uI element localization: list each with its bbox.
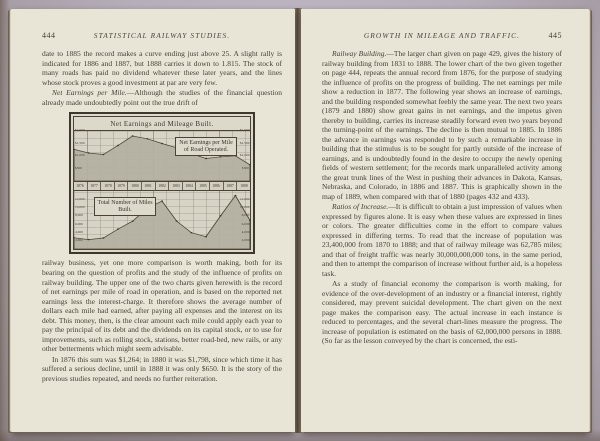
- chart-title: Net Earnings and Mileage Built.: [74, 117, 250, 131]
- x-axis-year-cell: 1879: [115, 182, 129, 190]
- x-axis-year-cell: 1884: [183, 182, 197, 190]
- miles-built-legend-box: Total Number of Miles Built.: [94, 197, 156, 216]
- y-axis-tick-label: 2,000: [75, 238, 83, 243]
- x-axis-year-cell: 1885: [196, 182, 210, 190]
- y-axis-tick-label: 10,000: [239, 205, 249, 210]
- x-axis-year-cell: 1883: [169, 182, 183, 190]
- right-running-head: GROWTH IN MILEAGE AND TRAFFIC.: [363, 31, 521, 40]
- x-axis-year-cell: 1877: [88, 182, 102, 190]
- paragraph-ratios-of-increase: [322, 202, 562, 278]
- right-text-column: [322, 49, 562, 346]
- y-axis-tick-label: 12,000: [239, 197, 249, 202]
- paragraph-lead-italic: Net Earnings per Mile.: [52, 88, 127, 98]
- y-axis-tick-label: $1,000: [239, 154, 249, 158]
- paragraph-after-chart: railway business, yet one more comparison is worth making, both for its bearing on the question of profits and the study of the influence of profits on railway building. The upper one of the two charts given herewith is the record of net earnings per mile of road in operation, and is based on the reported net earnings less the interest-charge. It therefore shows the average number of dollars each mile had earned, after paying all expenses and the interest on its debt. This money, then, is the clear amount each mile could apply each year to pay the principal of its debt and the dividends on its capital stock, or to use for improvements, such as rolling stock, stations, better road-bed, new rails, or any other betterments which might seem advisable.: [42, 258, 282, 354]
- paragraph-net-earnings: [42, 88, 282, 107]
- right-folio: 445: [548, 31, 562, 40]
- chart-figure: [69, 112, 255, 254]
- x-axis-year-cell: 1878: [101, 182, 115, 190]
- y-axis-tick-label: $1,500: [239, 141, 249, 146]
- paragraph-lead-rest: —Although the studies of the financial question already made undoubtedly point out the true drift of: [42, 88, 283, 107]
- paragraph-railway-building: [322, 49, 562, 201]
- y-axis-tick-label: $2,000: [239, 129, 249, 133]
- y-axis-tick-label: 12,000: [75, 197, 85, 202]
- x-axis-year-cell: 1880: [128, 182, 142, 190]
- y-axis-tick-label: $2,000: [75, 129, 85, 133]
- paragraph-sums: In 1876 this sum was $1,264; in 1880 it was $1,798, since which time it has suffered a serious decline, until in 1888 it was only $650. It is the story of the previous studies repeated, and needs no further reiteration.: [42, 354, 282, 383]
- left-page-header: [42, 31, 282, 40]
- y-axis-tick-label: 6,000: [75, 222, 83, 226]
- x-axis-year-cell: 1876: [74, 182, 88, 190]
- paragraph-lead-italic: Ratios of Increase.: [332, 202, 389, 212]
- y-axis-tick-label: $500: [242, 166, 249, 171]
- x-axis-year-cell: 1888: [239, 184, 248, 188]
- y-axis-tick-label: $500: [75, 166, 82, 171]
- x-axis-year-cell: 1886: [210, 182, 224, 190]
- left-running-head: STATISTICAL RAILWAY STUDIES.: [93, 31, 231, 40]
- y-axis-tick-label: 4,000: [241, 230, 249, 235]
- paragraph-financial-economy: As a study of financial economy the comparison is worth making, for evidence of the over-development of an industry or a financial interest, rightly considered, may prevent suicidal development. The chart given on the next page makes the comparison easy. The actual increase in each instance is reduced to percentages, and the several chart-lines measure the progress. The increase of population is estimated on the basis of 62,000,000 persons in 1888. (So far as the lesson conveyed by the chart is concerned, the esti-: [322, 279, 562, 346]
- paragraph-lead-italic: Railway Building.: [332, 49, 387, 58]
- y-axis-tick-label: 2,000: [241, 238, 249, 243]
- right-page-header: [322, 31, 562, 40]
- y-axis-tick-label: 8,000: [75, 214, 83, 218]
- left-text-column: [42, 49, 282, 383]
- paragraph-lead-rest: —The larger chart given on page 429, gives the history of railway building from 1831 to 1888. The lower chart of the two given together on page 444, repeats the annual record from 1876, for the purpose of studying the influence of profits on the progress of building. The net earnings per mile show a reduction in 1877. The following year shows an increase of earnings, and the building responded somewhat feebly the same year. The next two years (1879 and 1880) show great gains in net earnings, and the impetus given thereby to building, carries its increase steadily forward even two years beyond the turning-point of the earnings. The decline is then mutual to 1885. In 1886 the advance in earnings was responded to by such a remarkable increase in building that the stimulus is to be sought for partly outside of the increase of earnings, and is undoubtedly found in the desire to occupy the newly opening fields of western settlement; for the records mark unparalleled activity among the great trunk lines of the West in pushing their advances in Dakota, Kansas, Nebraska, and Colorado, in 1886 and 1887. This is graphically shown in the map of 1889, when compared with that of 1880 (pages 432 and 433).: [322, 49, 562, 201]
- net-earnings-legend-box: Net Earnings per Mile of Road Operated.: [175, 137, 237, 156]
- page-right: [301, 9, 589, 432]
- x-axis-year-cell: 1887: [224, 182, 238, 190]
- chart-panel-net-earnings: [74, 131, 250, 181]
- x-axis-year-row: [74, 181, 250, 191]
- left-folio: 444: [42, 31, 56, 40]
- x-axis-year-cell: 1881: [142, 182, 156, 190]
- y-axis-tick-label: 6,000: [241, 222, 249, 226]
- y-axis-tick-label: $1,000: [75, 154, 85, 158]
- y-axis-tick-label: 4,000: [75, 230, 83, 235]
- chart-frame: [73, 116, 251, 250]
- y-axis-tick-label: 10,000: [75, 205, 85, 210]
- page-left: [11, 9, 295, 432]
- paragraph-continuation: date to 1885 the record makes a curve ending just above 25. A slight rally is indicated for 1886 and 1887, but 1888 carries it down to 1.815. The stock of many roads has paid no dividend whatever these later years, and the lines whose stock proves a good investment at par are very few.: [42, 49, 282, 87]
- x-axis-year-cell: 1882: [156, 182, 170, 190]
- y-axis-tick-label: 8,000: [241, 214, 249, 218]
- paragraph-lead-rest: —It is difficult to obtain a just impression of values when expressed by figures alone. It is easy when these values are expressed in lines or colors. The greater difficulties come in the effort to compare values expressed in differing terms. To read that the increase of population was 23,400,000 from 1870 to 1888; and that of railway mileage was 62,785 miles; and that of freight traffic was nearly 30,000,000,000 tons, in the same period, and then to attempt the comparison of increase without further aid, is a hopeless task.: [322, 202, 562, 278]
- chart-panel-miles-built: [74, 191, 250, 249]
- y-axis-tick-label: $1,500: [75, 141, 85, 146]
